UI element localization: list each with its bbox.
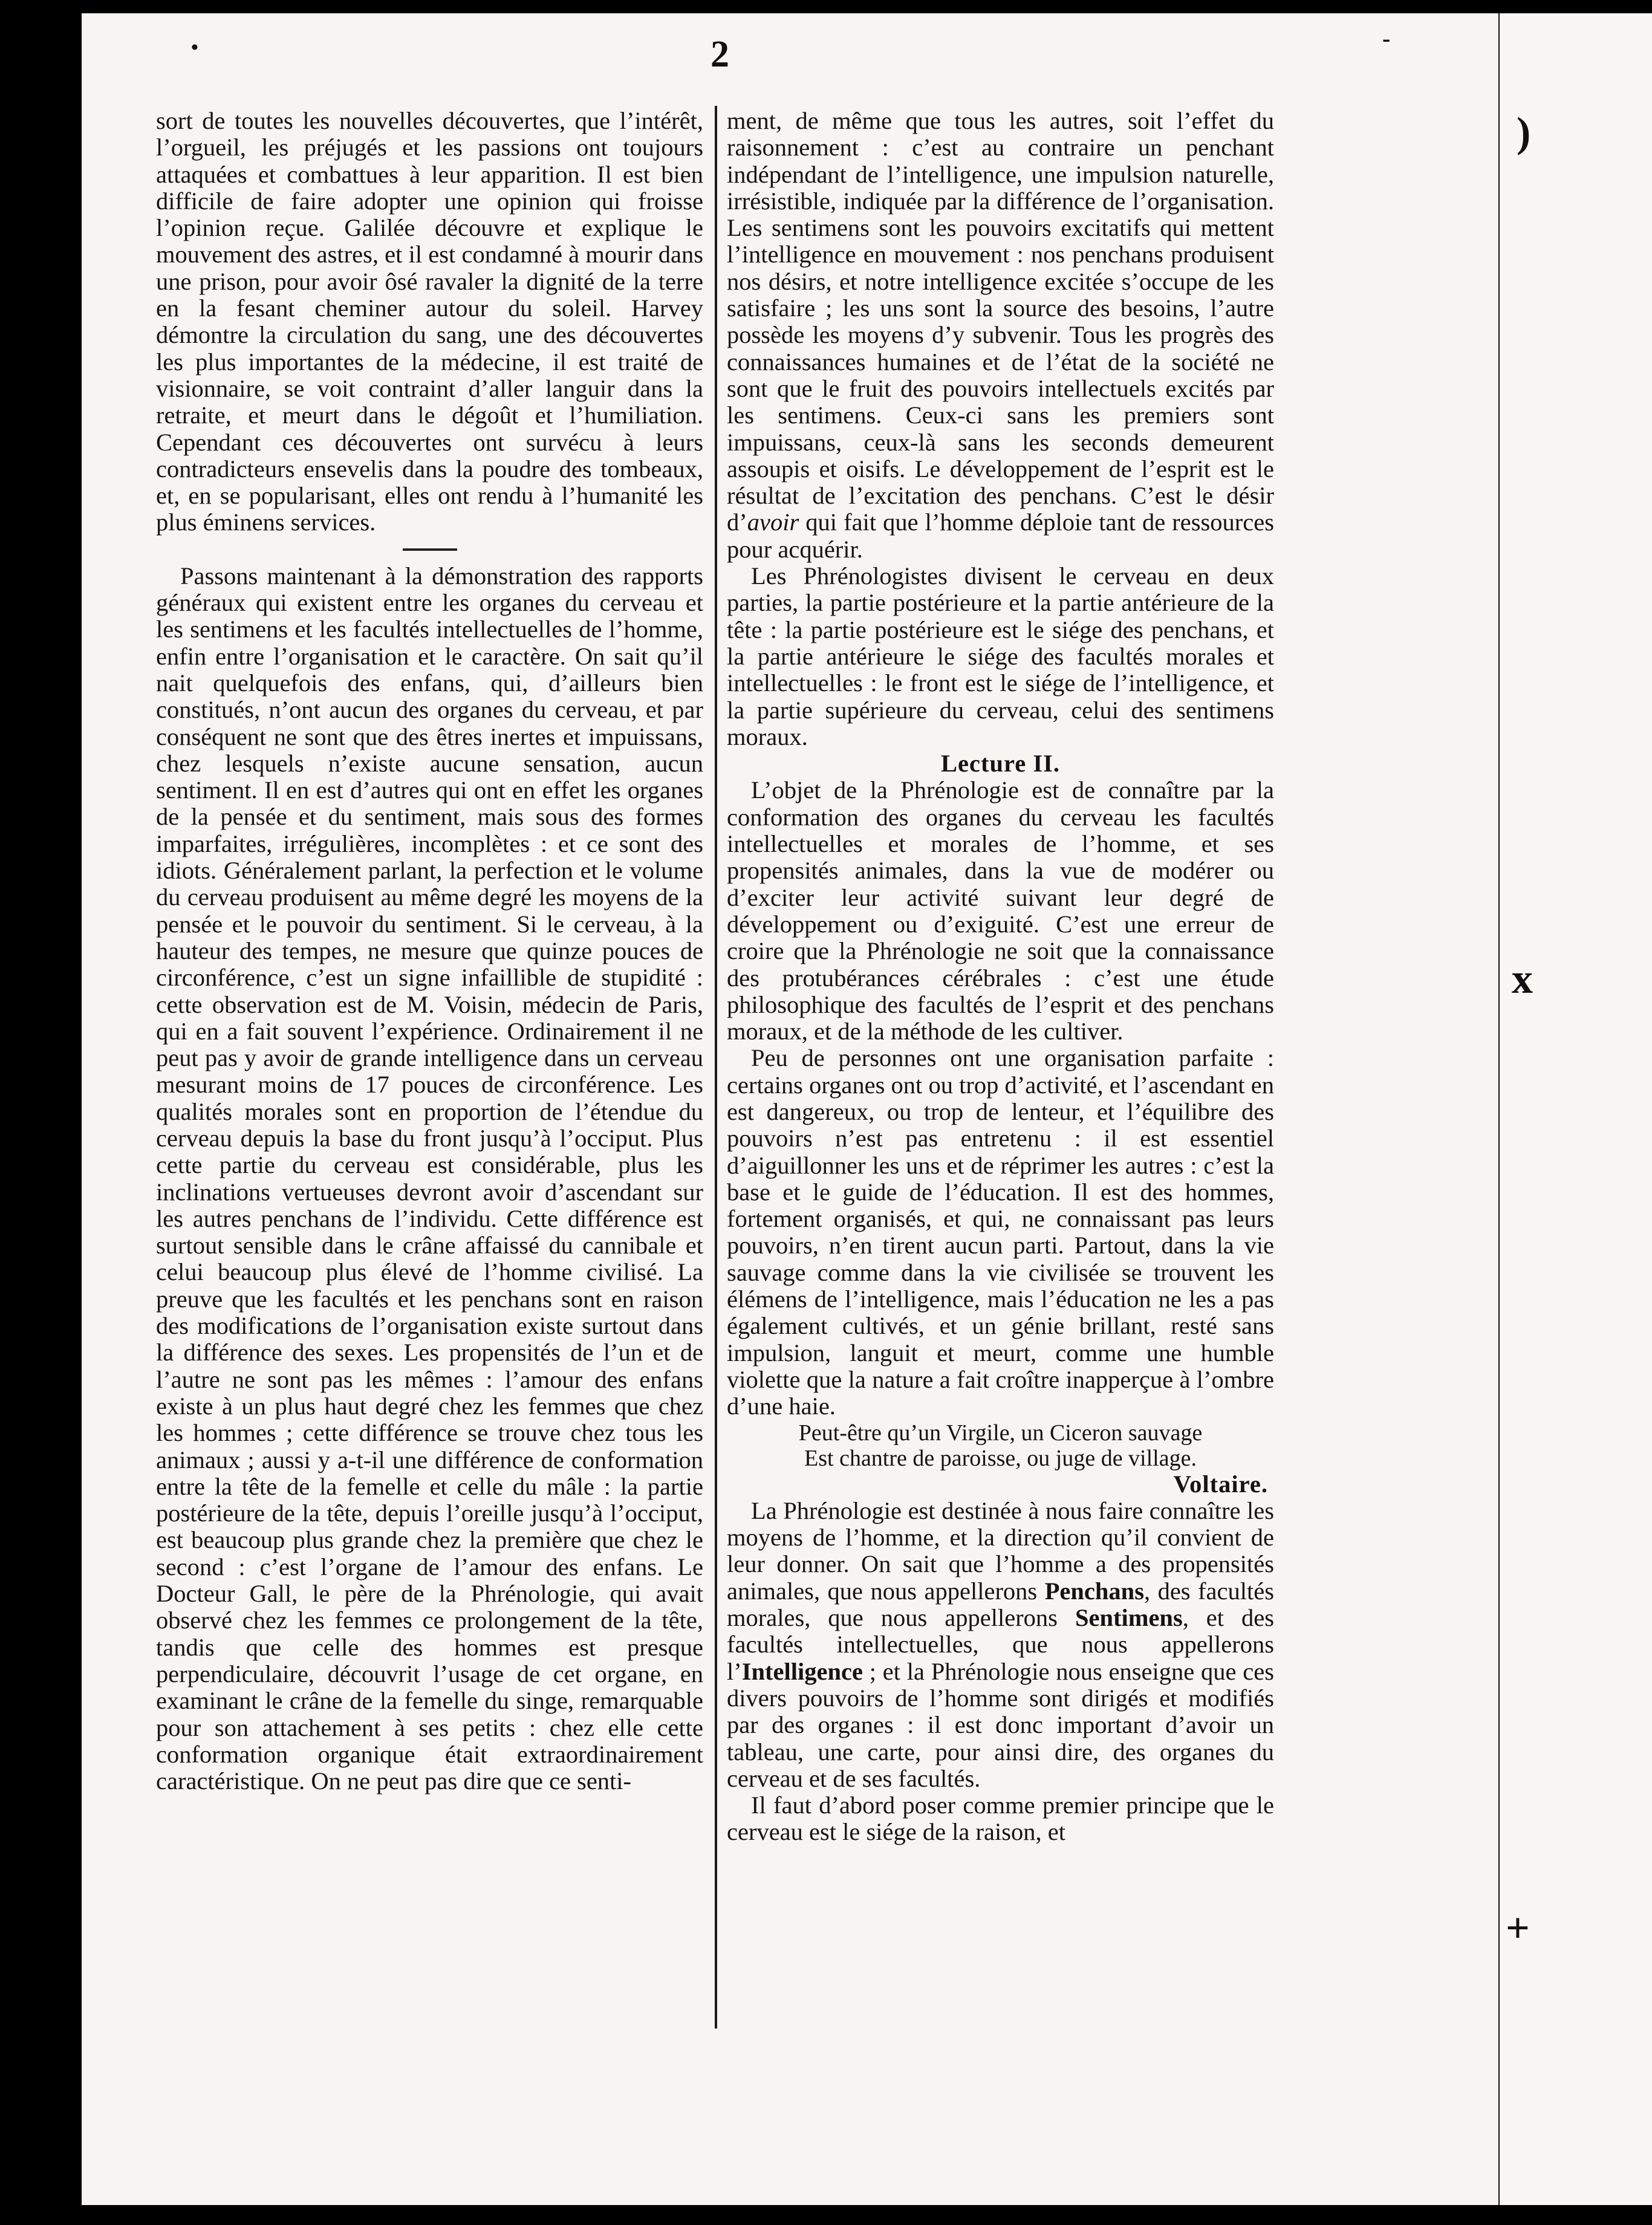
adjacent-page-strip: [1500, 13, 1652, 2205]
scan-speck-mark: •: [191, 36, 198, 59]
right-column: [727, 108, 1274, 1846]
section-divider: [403, 548, 457, 551]
term: Intelligence: [741, 1657, 863, 1685]
paragraph: [727, 1498, 1274, 1792]
left-column: [156, 108, 703, 1795]
italic-word: avoir: [747, 508, 799, 536]
paragraph: Peu de personnes ont une organisation parfaite : certains organes ont ou trop d’activité, et l’ascendant en est dangereux, ou trop de lenteur, et l’équilibre des pouvoirs n’est pas entretenu : il est essentiel d’aiguillonner les uns et de réprimer les autres : c’est la base et le guide de l’éducation. Il est des hommes, fortement organisés, et qui, ne connaissant pas leurs pouvoirs, n’en tirent aucun parti. Partout, dans la vie sauvage comme dans la vie civilisée se trouvent les élémens de l’intelligence, mais l’éducation ne les a pas également cultivés, et un génie brillant, resté sans impulsion, languit et meurt, comme une humble violette que la nature a fait croître inapperçue à l’ombre d’une haie.: [727, 1044, 1274, 1420]
paragraph: sort de toutes les nouvelles découvertes, que l’intérêt, l’orgueil, les préjugés et les passions ont toujours attaquées et combattues à leur apparition. Il est bien difficile de faire adopter une opinion qui froisse l’opinion reçue. Galilée découvre et explique le mouvement des astres, et il est condamné à mourir dans une prison, pour avoir ôsé ravaler la dignité de la terre en la fesant cheminer autour du soleil. Harvey démontre la circulation du sang, une des découvertes les plus importantes de la médecine, il est traité de visionnaire, se voit contraint d’aller languir dans la retraite, et meurt dans le dégoût et l’humiliation. Cependant ces découvertes ont survécu à leurs contradicteurs ensevelis dans la poudre des tombeaux, et, en se popularisant, elles ont rendu à l’humanité les plus éminens services.: [156, 107, 703, 536]
verse-line: Est chantre de paroisse, ou juge de village.: [804, 1445, 1197, 1471]
paragraph-text: , des facultés morales, que nous appellerons: [727, 1577, 1274, 1632]
verse-line: Peut-être qu’un Virgile, un Ciceron sauvage: [798, 1420, 1203, 1446]
scan-speck-mark: -: [1382, 25, 1391, 52]
paragraph-text: , et des facultés intellectuelles, que nous appellerons l’: [727, 1604, 1275, 1685]
paragraph-text: ment, de même que tous les autres, soit l’effet du raisonnement : c’est au contraire un penchant indépendant de l’intelligence, une impulsion naturelle, irrésistible, indiquée par la différence de l’organisation. Les sentimens sont les pouvoirs excitatifs qui mettent l’intelligence en mouvement : nos penchans produisent nos désirs, et notre intelligence excitée s’occupe de les satisfaire ; les uns sont la source des besoins, l’autre possède les moyens d’y subvenir. Tous les progrès des connaissances humaines et de l’état de la société ne sont que le fruit des pouvoirs intellectuels excités par les sentimens. Ceux-ci sans les premiers sont impuissans, ceux-là sans les seconds demeurent assoupis et oisifs. Le développement de l’esprit est le résultat de l’excitation des penchans. C’est le désir d’: [727, 107, 1274, 536]
paragraph: L’objet de la Phrénologie est de connaître par la conformation des organes du cerveau les facultés intellectuelles et morales de l’homme, et ses propensités animales, dans la vue de modérer ou d’exciter leur activité suivant leur degré de développement ou d’exiguité. C’est une erreur de croire que la Phrénologie ne soit que la connaissance des protubérances cérébrales : c’est une étude philosophique des facultés de l’esprit et des penchans moraux, et de la méthode de les cultiver.: [727, 776, 1274, 1045]
term: Sentimens: [1075, 1604, 1183, 1632]
paragraph-text: ; et la Phrénologie nous enseigne que ces divers pouvoirs de l’homme sont dirigés et modifiés par des organes : il est donc important d’avoir un tableau, une carte, pour ainsi dire, des organes du cerveau et de ses facultés.: [727, 1657, 1274, 1792]
paragraph-text: La Phrénologie est destinée à nous faire connaître les moyens de l’homme, et la direction qu’il convient de leur donner. On sait que l’homme a des propensités animales, que nous appellerons: [727, 1496, 1274, 1605]
column-divider: [715, 106, 717, 2028]
paragraph: Les Phrénologistes divisent le cerveau en deux parties, la partie postérieure et la partie antérieure de la tête : la partie postérieure est le siége des penchans, et la partie antérieure le siége des facultés morales et intellectuelles : le front est le siége de l’intelligence, et la partie supérieure du cerveau, celui des sentimens moraux.: [727, 562, 1274, 750]
term: Penchans: [1044, 1577, 1144, 1605]
paragraph-text: qui fait que l’homme déploie tant de ressources pour acquérir.: [727, 508, 1274, 563]
quote-attribution: Voltaire.: [1173, 1470, 1268, 1498]
paragraph: Il faut d’abord poser comme premier principe que le cerveau est le siége de la raison, et: [727, 1791, 1274, 1846]
scan-speck-mark: ): [1517, 109, 1531, 156]
scan-speck-mark: x: [1512, 956, 1533, 1002]
scan-speck-mark: +: [1506, 1905, 1530, 1952]
page-number: 2: [711, 34, 729, 75]
paragraph: Passons maintenant à la démonstration des rapports généraux qui existent entre les organes du cerveau et les sentimens et les facultés intellectuelles de l’homme, enfin entre l’organisation et le caractère. On sait qu’il nait quelquefois des enfans, qui, d’ailleurs bien constitués, n’ont aucun des organes du cerveau, et par conséquent ne sont que des êtres inertes et impuissans, chez lesquels n’existe aucune sensation, aucun sentiment. Il en est d’autres qui ont en effet les organes de la pensée et du sentiment, mais sous des formes imparfaites, irrégulières, incomplètes : et ce sont des idiots. Généralement parlant, la perfection et le volume du cerveau produisent au même degré les moyens de la pensée et le pouvoir du sentiment. Si le cerveau, à la hauteur des tempes, ne mesure que quinze pouces de circonférence, c’est un signe infaillible de stupidité : cette observation est de M. Voisin, médecin de Paris, qui en a fait souvent l’expérience. Ordinairement il ne peut pas y avoir de grande intelligence dans un cerveau mesurant moins de 17 pouces de circonférence. Les qualités morales sont en proportion de l’étendue du cerveau depuis la base du front jusqu’à l’occiput. Plus cette partie du cerveau est considérable, plus les inclinations vertueuses devront avoir d’ascendant sur les autres penchans de l’individu. Cette différence est surtout sensible dans le crâne affaissé du cannibale et celui beaucoup plus élevé de l’homme civilisé. La preuve que les facultés et les penchans sont en raison des modifications de l’organisation existe surtout dans la différence des sexes. Les propensités de l’un et de l’autre ne sont pas les mêmes : l’amour des enfans existe à un plus haut degré chez les femmes que chez les hommes ; cette différence se trouve chez tous les animaux ; aussi y a-t-il une différence de conformation entre la tête de la femelle et celle du mâle : la partie postérieure de la tête, depuis l’oreille jusqu’à l’occiput, est beaucoup plus grande chez la première que chez le second : c’est l’organe de l’amour des enfans. Le Docteur Gall, le père de la Phrénologie, qui avait observé chez les femmes ce prolongement de la tête, tandis que celle des hommes est presque perpendiculaire, découvrit l’usage de cet organe, en examinant le crâne de la femelle du singe, remarquable pour son attachement à ses petits : chez elle cette conformation organique était extraordinairement caractéristique. On ne peut pas dire que ce senti-: [156, 562, 703, 1795]
paragraph: [727, 108, 1274, 563]
section-heading: Lecture II.: [941, 750, 1060, 778]
